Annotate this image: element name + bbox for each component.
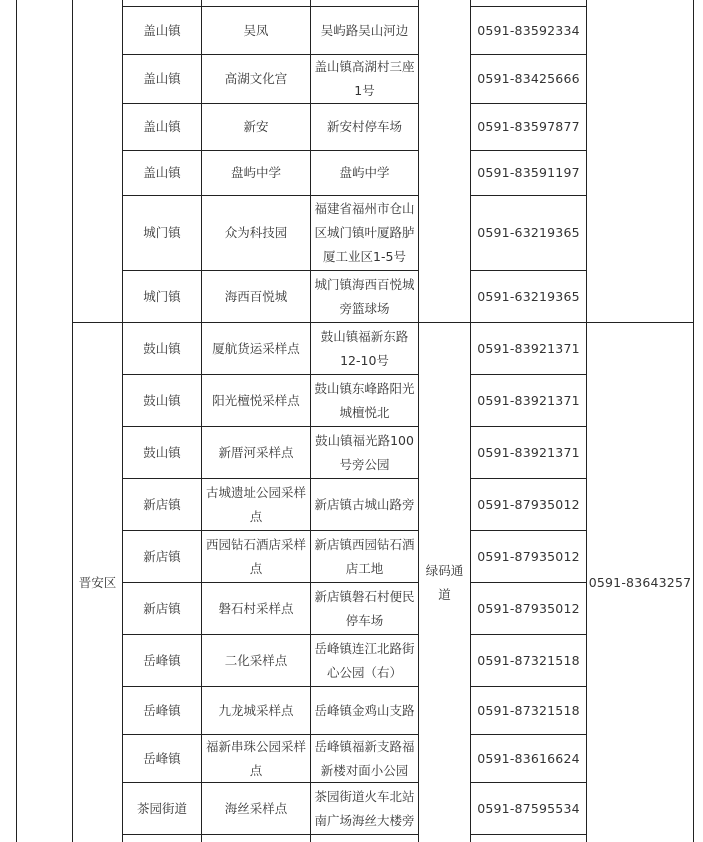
section-divider: [418, 322, 471, 323]
row-divider: [122, 374, 419, 375]
site-name-cell: 厦航货运采样点: [212, 340, 300, 356]
address-cell: 岳峰镇福新支路福新楼对面小公园: [314, 738, 415, 778]
town-cell: 盖山镇: [143, 22, 181, 38]
site-name-cell: 古城遗址公园采样点: [205, 484, 306, 524]
address-cell: 新店镇西园钻石酒店工地: [314, 536, 415, 576]
row-divider: [122, 150, 419, 151]
row-divider: [122, 834, 419, 835]
row-divider: [470, 103, 587, 104]
phone-cell: 0591-63219365: [477, 225, 580, 240]
site-name-cell: 西园钻石酒店采样点: [205, 536, 306, 576]
phone-cell: 0591-87595534: [477, 800, 580, 816]
row-divider: [470, 426, 587, 427]
site-name-cell: 阳光檀悦采样点: [212, 392, 300, 408]
row-divider: [122, 103, 419, 104]
town-cell: 岳峰镇: [143, 652, 181, 668]
town-cell: 新店镇: [143, 548, 181, 564]
table-vline: [72, 0, 73, 842]
address-cell: 新店镇磐石村便民停车场: [314, 588, 415, 628]
table-vline: [586, 0, 587, 842]
table-vline: [16, 0, 17, 842]
table-vline: [418, 0, 419, 842]
row-divider: [470, 150, 587, 151]
row-divider: [122, 782, 419, 783]
row-divider: [470, 782, 587, 783]
site-name-cell: 福新串珠公园采样点: [205, 738, 306, 778]
site-name-cell: 磐石村采样点: [218, 600, 294, 616]
table-vline: [693, 0, 694, 842]
phone-cell: 0591-83921371: [477, 340, 580, 356]
phone-cell: 0591-83616624: [477, 750, 580, 766]
town-cell: 盖山镇: [143, 165, 181, 180]
phone-cell: 0591-83591197: [477, 165, 580, 180]
phone-cell: 0591-87321518: [477, 702, 580, 718]
town-cell: 岳峰镇: [143, 702, 181, 718]
site-name-cell: 新安: [243, 119, 269, 134]
phone-cell: 0591-83425666: [477, 71, 580, 86]
row-divider: [470, 374, 587, 375]
hotline-cell: 0591-83643257: [588, 574, 692, 590]
row-divider: [470, 478, 587, 479]
row-divider: [470, 270, 587, 271]
address-cell: 新安村停车场: [326, 119, 402, 134]
table-vline: [201, 0, 202, 842]
site-name-cell: 海西百悦城: [224, 288, 288, 304]
town-cell: 盖山镇: [143, 71, 181, 86]
address-cell: 吴屿路吴山河边: [320, 22, 409, 38]
section-divider: [72, 322, 123, 323]
table-vline: [470, 0, 471, 842]
phone-cell: 0591-87935012: [477, 496, 580, 512]
row-divider: [122, 686, 419, 687]
row-divider: [470, 195, 587, 196]
row-divider: [122, 634, 419, 635]
town-cell: 城门镇: [143, 288, 181, 304]
town-cell: 茶园街道: [136, 800, 187, 816]
phone-cell: 0591-87321518: [477, 652, 580, 668]
phone-cell: 0591-83592334: [477, 22, 580, 38]
town-cell: 盖山镇: [143, 119, 181, 134]
address-cell: 茶园街道火车北站南广场海丝大楼旁: [314, 788, 415, 828]
phone-cell: 0591-63219365: [477, 288, 580, 304]
address-cell: 岳峰镇连江北路街心公园（右）: [314, 640, 415, 680]
section-divider: [586, 322, 694, 323]
phone-cell: 0591-87935012: [477, 600, 580, 616]
row-divider: [122, 6, 419, 7]
address-cell: 盖山镇高湖村三座1号: [314, 59, 415, 98]
phone-cell: 0591-87935012: [477, 548, 580, 564]
site-name-cell: 新厝河采样点: [218, 444, 294, 460]
row-divider: [470, 582, 587, 583]
row-divider: [122, 54, 419, 55]
site-name-cell: 吴凤: [243, 22, 269, 38]
town-cell: 鼓山镇: [143, 392, 181, 408]
address-cell: 盘屿中学: [339, 165, 390, 180]
town-cell: 城门镇: [143, 225, 181, 240]
town-cell: 鼓山镇: [143, 340, 181, 356]
row-divider: [470, 54, 587, 55]
table-vline: [310, 0, 311, 842]
town-cell: 岳峰镇: [143, 750, 181, 766]
row-divider: [122, 734, 419, 735]
address-cell: 鼓山镇东峰路阳光城檀悦北: [314, 380, 415, 420]
phone-cell: 0591-83921371: [477, 392, 580, 408]
row-divider: [122, 195, 419, 196]
row-divider: [122, 582, 419, 583]
row-divider: [122, 270, 419, 271]
address-cell: 新店镇古城山路旁: [314, 496, 415, 512]
row-divider: [122, 530, 419, 531]
phone-cell: 0591-83597877: [477, 119, 580, 134]
channel-cell: 绿码通道: [425, 562, 464, 602]
town-cell: 新店镇: [143, 600, 181, 616]
town-cell: 鼓山镇: [143, 444, 181, 460]
site-name-cell: 盘屿中学: [230, 165, 281, 180]
address-cell: 岳峰镇金鸡山支路: [314, 702, 415, 718]
table-vline: [122, 0, 123, 842]
address-cell: 城门镇海西百悦城旁篮球场: [314, 276, 415, 316]
site-name-cell: 九龙城采样点: [218, 702, 294, 718]
row-divider: [470, 530, 587, 531]
site-name-cell: 二化采样点: [224, 652, 288, 668]
row-divider: [470, 834, 587, 835]
phone-cell: 0591-83921371: [477, 444, 580, 460]
row-divider: [470, 734, 587, 735]
row-divider: [470, 634, 587, 635]
town-cell: 新店镇: [143, 496, 181, 512]
row-divider: [122, 478, 419, 479]
row-divider: [470, 322, 587, 323]
address-cell: 鼓山镇福新东路12-10号: [320, 328, 409, 368]
row-divider: [470, 686, 587, 687]
site-name-cell: 海丝采样点: [224, 800, 288, 816]
district-cell: 晋安区: [78, 574, 117, 590]
row-divider: [470, 6, 587, 7]
address-cell: 福建省福州市仓山区城门镇叶厦路胪厦工业区1-5号: [314, 201, 415, 264]
row-divider: [122, 322, 419, 323]
address-cell: 鼓山镇福光路100号旁公园: [315, 432, 414, 472]
row-divider: [122, 426, 419, 427]
site-name-cell: 众为科技园: [224, 225, 288, 240]
site-name-cell: 高湖文化宫: [224, 71, 288, 86]
